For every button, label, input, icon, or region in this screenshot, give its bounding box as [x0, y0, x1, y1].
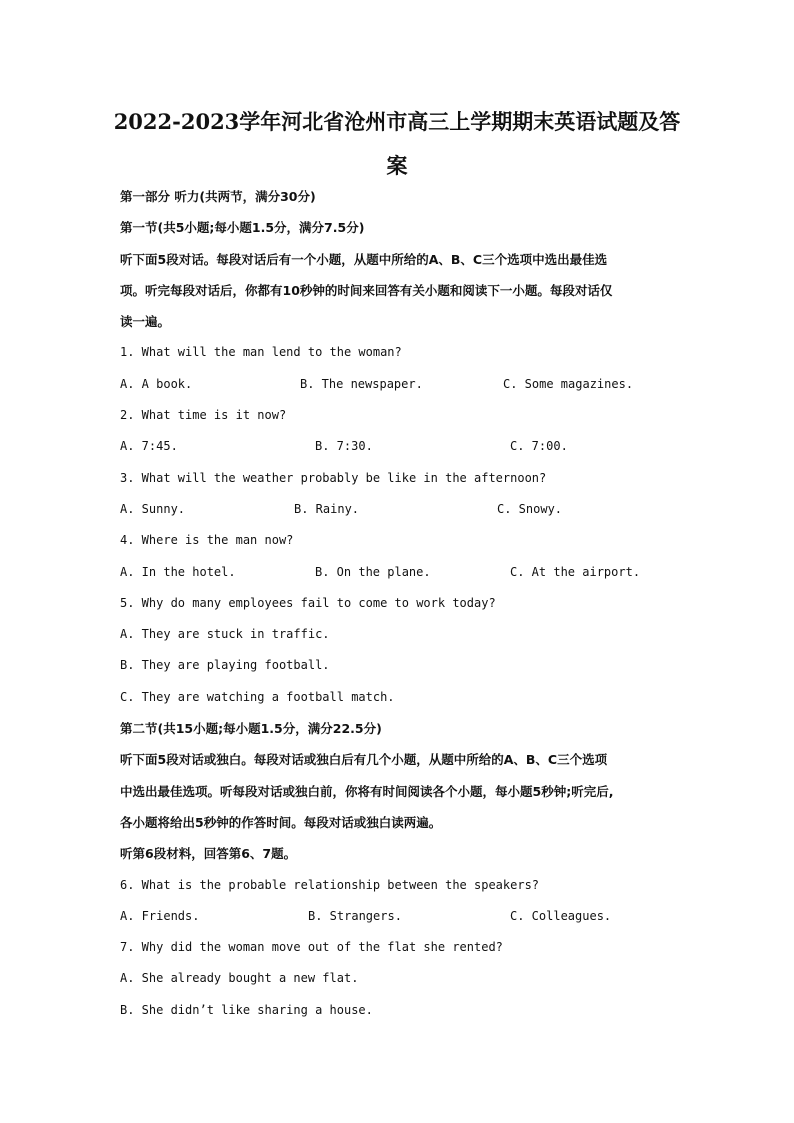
option-c: C. 7:00. [510, 439, 568, 454]
option-b: B. Rainy. [294, 501, 360, 516]
option-b: B. She didn’t like sharing a house. [120, 1002, 373, 1017]
option-c: C. Colleagues. [510, 908, 612, 923]
option-c: C. They are watching a football match. [120, 689, 395, 704]
question-1: 1. What will the man lend to the woman? [120, 345, 402, 360]
question-2: 2. What time is it now? [120, 408, 287, 423]
option-b: B. They are playing football. [120, 658, 330, 673]
question-3: 3. What will the weather probably be like in the afternoon? [120, 470, 547, 485]
title-line-1: 2022-2023学年河北省沧州市高三上学期期末英语试题及答 [113, 109, 681, 134]
option-b: B. 7:30. [315, 439, 373, 454]
option-a: A. Sunny. [120, 501, 186, 516]
question-6: 6. What is the probable relationship between the speakers? [120, 877, 540, 892]
option-a: A. In the hotel. [120, 564, 236, 579]
question-2-options [120, 431, 680, 462]
option-a: A. A book. [120, 376, 193, 391]
question-5: 5. Why do many employees fail to come to work today? [120, 595, 496, 610]
option-a: A. 7:45. [120, 439, 178, 454]
question-3-options [120, 494, 680, 525]
option-c: C. Snowy. [497, 501, 563, 516]
part1-heading: 第一部分 听力(共两节，满分30分) [120, 189, 316, 204]
question-4: 4. Where is the man now? [120, 533, 294, 548]
option-c: C. At the airport. [510, 564, 641, 579]
option-b: B. Strangers. [308, 908, 402, 923]
option-b: B. The newspaper. [300, 376, 423, 391]
option-b: B. On the plane. [315, 564, 431, 579]
section1-instruction-line: 听下面5段对话。每段对话后有一个小题，从题中所给的A、B、C三个选项中选出最佳选 [120, 251, 608, 267]
option-a: A. Friends. [120, 908, 200, 923]
section2-instruction-line: 中选出最佳选项。听每段对话或独白前，你将有时间阅读各个小题，每小题5秒钟;听完后, [120, 783, 614, 799]
option-a: A. She already bought a new flat. [120, 971, 359, 986]
section2-instruction-line: 听下面5段对话或独白。每段对话或独白后有几个小题，从题中所给的A、B、C三个选项 [120, 752, 608, 768]
section1-heading: 第一节(共5小题;每小题1.5分，满分7.5分) [120, 220, 365, 236]
document-body [120, 181, 680, 1026]
question-4-options [120, 557, 680, 588]
section2-instruction-line: 各小题将给出5秒钟的作答时间。每段对话或独白读两遍。 [120, 814, 442, 830]
title-line-2: 案 [386, 153, 408, 178]
option-a: A. They are stuck in traffic. [120, 627, 330, 642]
document-title [110, 100, 684, 188]
question-6-options [120, 901, 680, 932]
section1-instruction-line: 读一遍。 [120, 314, 171, 330]
material-6-heading: 听第6段材料，回答第6、7题。 [120, 846, 297, 862]
question-7: 7. Why did the woman move out of the flat she rented? [120, 940, 503, 955]
question-1-options [120, 369, 680, 400]
section1-instruction-line: 项。听完每段对话后，你都有10秒钟的时间来回答有关小题和阅读下一小题。每段对话仅 [120, 282, 613, 298]
option-c: C. Some magazines. [503, 376, 634, 391]
section2-heading: 第二节(共15小题;每小题1.5分，满分22.5分) [120, 721, 382, 737]
